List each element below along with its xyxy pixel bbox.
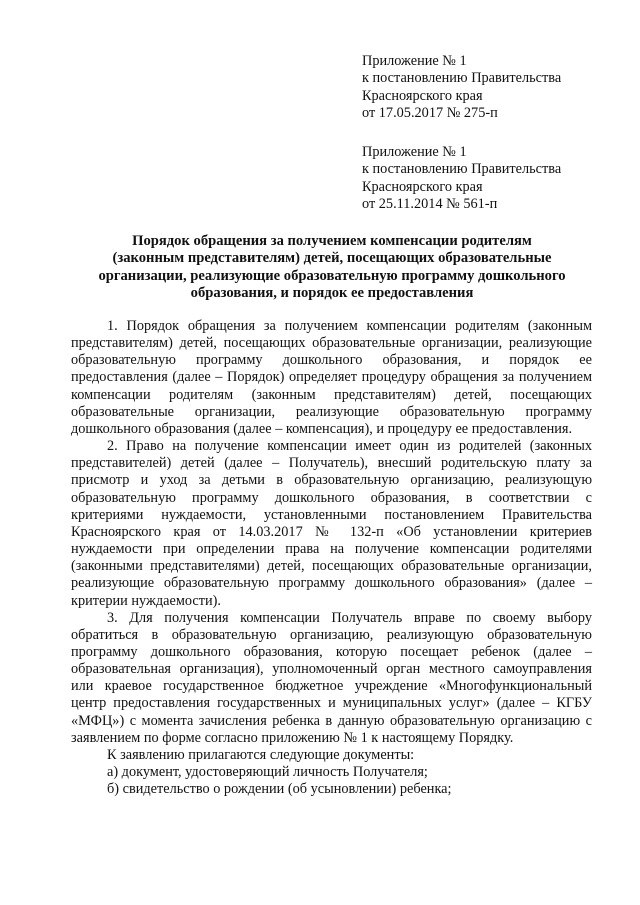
- appendix-line: Приложение № 1: [362, 53, 467, 69]
- paragraph-3: 3. Для получения компенсации Получатель вправе по своему выбору обратиться в образовательную организацию, реализующую образовательную программу дошкольного образования, которую посещает ребенок (далее – образовательная организация), уполномоченный орган местного самоуправления или краевое государственное бюджетное учреждение «Многофункциональный центр предоставления государственных и муниципальных услуг» (далее – КГБУ «МФЦ») с момента зачисления ребенка в данную образовательную организацию с заявлением по форме согласно приложению № 1 к настоящему Порядку.: [71, 609, 592, 746]
- title-line: образования, и порядок ее предоставления: [190, 285, 474, 302]
- document-list-item: б) свидетельство о рождении (об усыновлении) ребенка;: [107, 781, 452, 798]
- title-line: организации, реализующие образовательную программу дошкольного: [98, 267, 566, 284]
- title-line: Порядок обращения за получением компенсации родителям: [132, 233, 532, 249]
- document-title: [82, 233, 582, 303]
- document-body: [71, 318, 592, 798]
- appendix-line: Красноярского края: [362, 87, 483, 104]
- paragraph-2: 2. Право на получение компенсации имеет один из родителей (законных представителей) детей (далее – Получатель), внесший родительскую плату за присмотр и уход за детьми в образовательную организацию, реализующую образовательную программу дошкольного образования, в соответствии с критериями нуждаемости, установленными постановлением Правительства Красноярского края от 14.03.2017 № 132-п «Об установлении критериев нуждаемости при определении права на получение компенсации родителями (законными представителями) детей, посещающих образовательные организации, реализующие образовательную программу дошкольного образования» (далее – критерии нуждаемости).: [71, 438, 592, 609]
- appendix-header-original: [362, 144, 632, 214]
- appendix-header-current: [362, 53, 632, 123]
- appendix-line: Приложение № 1: [362, 144, 467, 160]
- document-list-item: а) документ, удостоверяющий личность Получателя;: [107, 764, 428, 781]
- paragraph-1: 1. Порядок обращения за получением компенсации родителям (законным представителям) детей, посещающих образовательные организации, реализующие образовательную программу дошкольного образования, и порядок ее предоставления (далее – Порядок) определяет процедуру обращения за получением компенсации родителям (законным представителям) детей, посещающих образовательные организации, реализующие образовательную программу дошкольного образования (далее – компенсация), и процедуру ее предоставления.: [71, 318, 592, 437]
- appendix-line: к постановлению Правительства: [362, 161, 562, 178]
- appendix-line: от 25.11.2014 № 561-п: [362, 196, 498, 213]
- appendix-line: от 17.05.2017 № 275-п: [362, 105, 498, 122]
- appendix-line: к постановлению Правительства: [362, 70, 562, 87]
- title-line: (законным представителям) детей, посещающих образовательные: [112, 250, 552, 267]
- documents-intro: К заявлению прилагаются следующие документы:: [107, 746, 415, 763]
- appendix-line: Красноярского края: [362, 178, 483, 195]
